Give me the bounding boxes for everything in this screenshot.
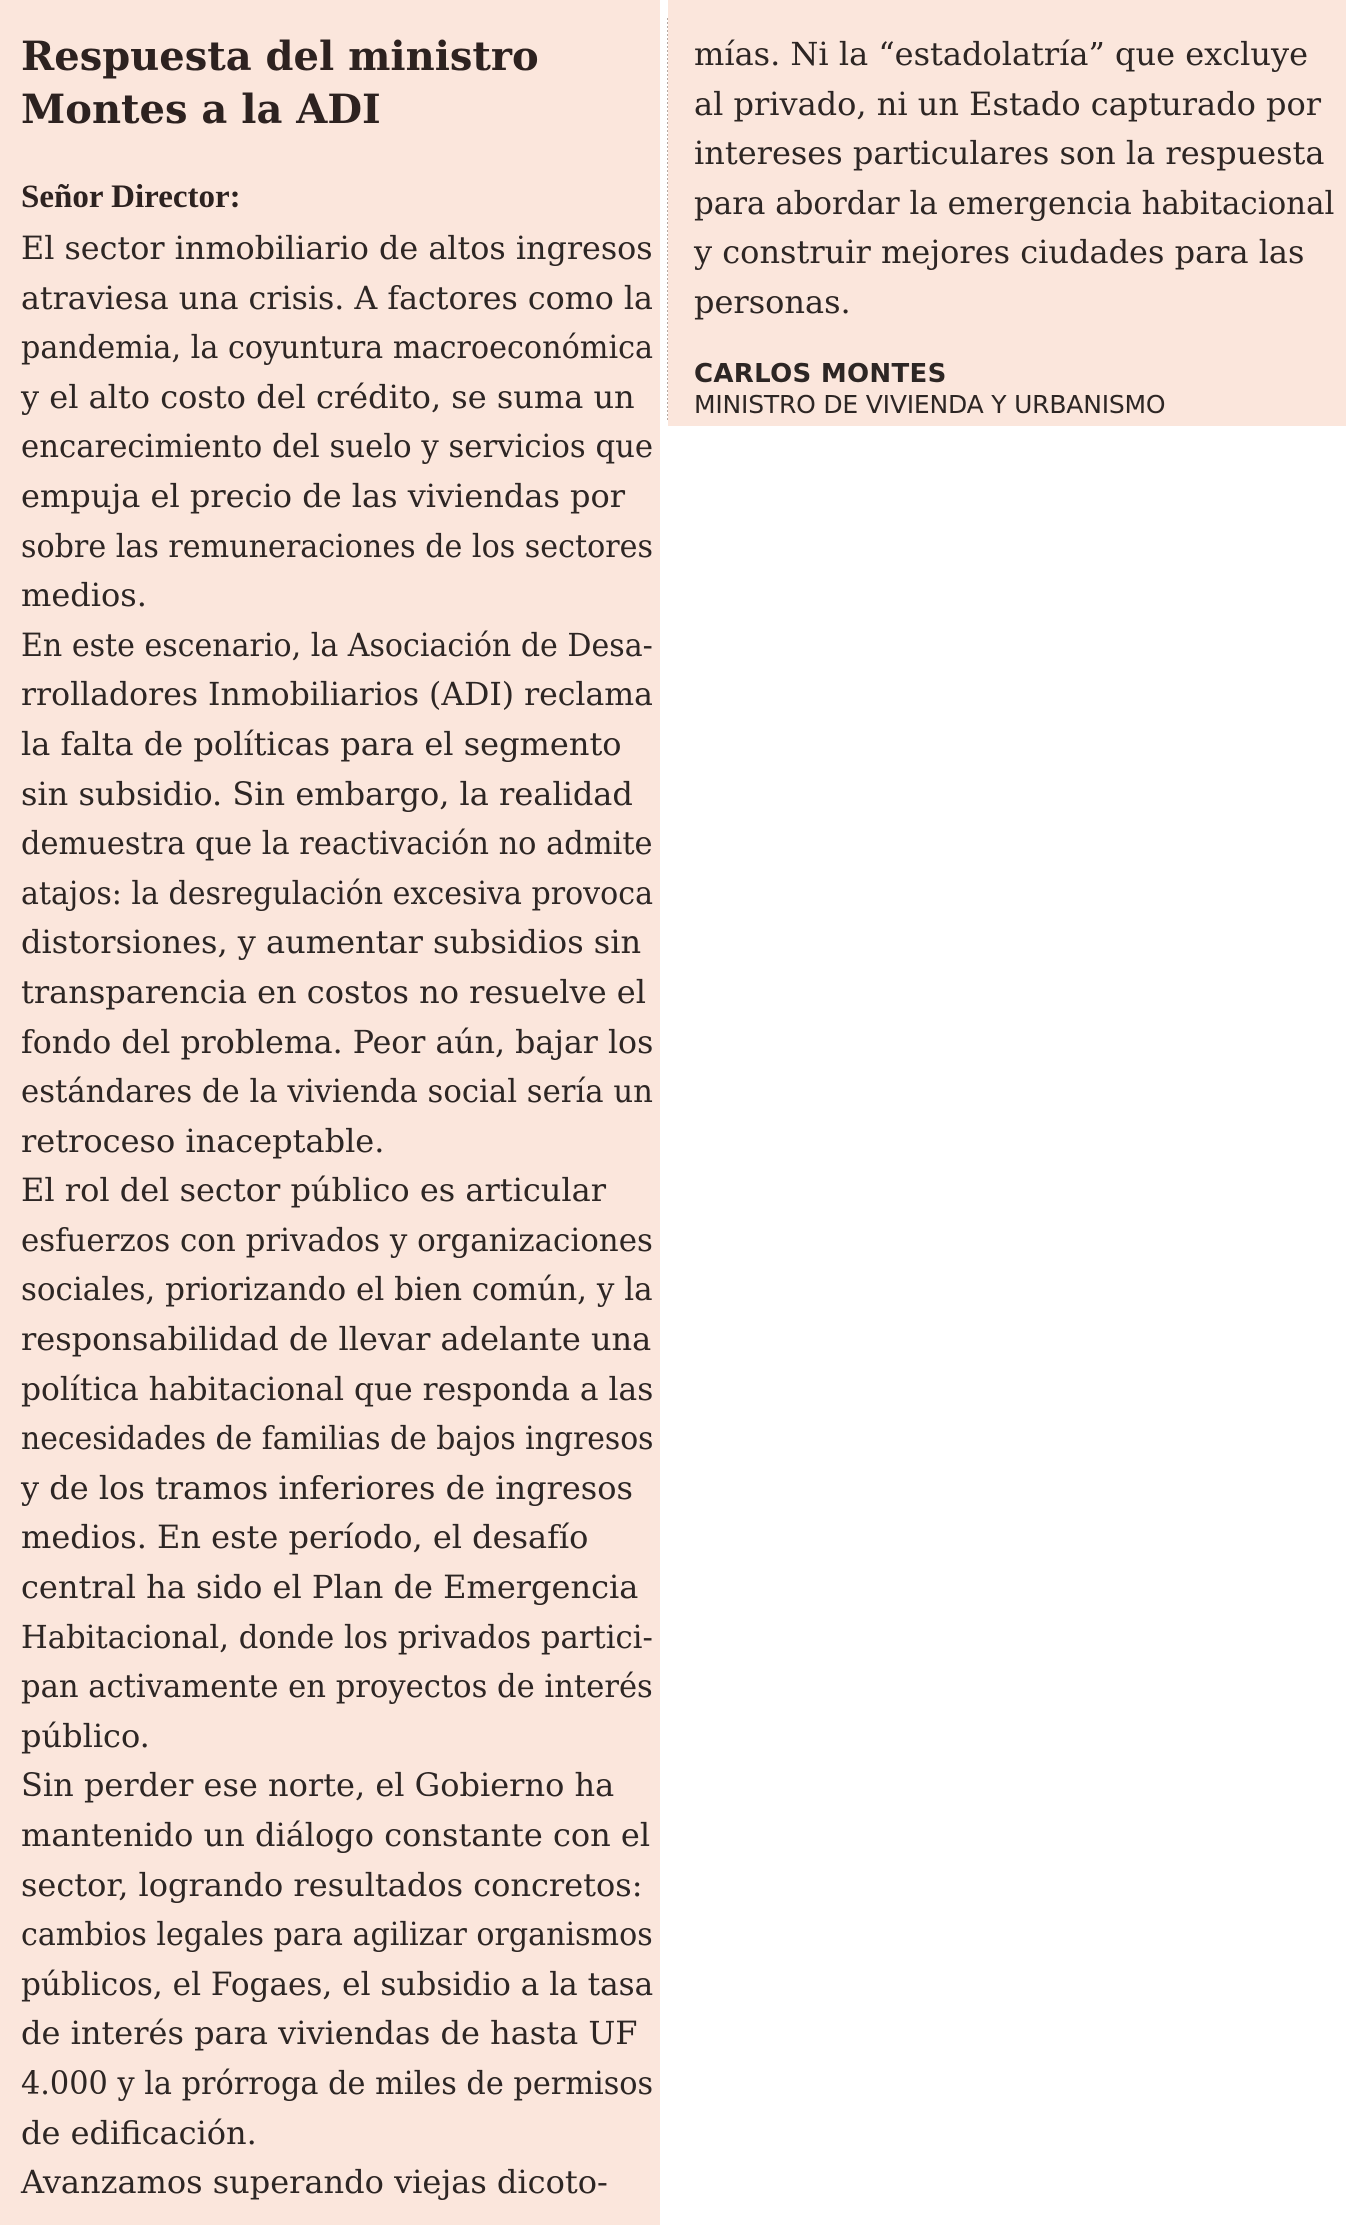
- letter-left-column: [0, 0, 660, 2225]
- body-line: empuja el precio de las viviendas por: [21, 476, 626, 515]
- body-line: mías. Ni la “estadolatría” que excluye: [694, 35, 1308, 73]
- body-line: medios. En este período, el desafío: [21, 1518, 589, 1557]
- body-line: esfuerzos con privados y organizaciones: [21, 1220, 653, 1259]
- body-line: responsabilidad de llevar adelante una: [21, 1320, 652, 1359]
- body-line: públicos, el Fogaes, el subsidio a la tasa: [21, 1964, 654, 2003]
- signature-block: [694, 358, 1334, 420]
- letter-right-inner: [694, 30, 1334, 420]
- body-line: para abordar la emergencia habitacional: [694, 183, 1335, 222]
- letter-left-inner: [21, 30, 653, 2208]
- letter-body-left: [21, 224, 653, 2208]
- body-line: atajos: la desregulación excesiva provoca: [21, 873, 653, 912]
- body-line: El sector inmobiliario de altos ingresos: [21, 229, 653, 267]
- body-line: transparencia en costos no resuelve el: [21, 972, 646, 1011]
- letter-salutation: Señor Director:: [21, 179, 241, 215]
- signature-role: MINISTRO DE VIVIENDA Y URBANISMO: [694, 389, 1166, 419]
- body-line: y el alto costo del crédito, se suma un: [21, 377, 635, 416]
- body-line: pan activamente en proyectos de interés: [21, 1667, 653, 1706]
- body-line: sector, logrando resultados concretos:: [21, 1865, 643, 1904]
- body-line: la falta de políticas para el segmento: [21, 724, 622, 763]
- signature-name: CARLOS MONTES: [694, 358, 947, 389]
- body-line: En este escenario, la Asociación de Desa-: [21, 625, 653, 664]
- body-line: política habitacional que responda a las: [21, 1369, 654, 1408]
- body-line: central ha sido el Plan de Emergencia: [21, 1568, 639, 1607]
- body-line: Habitacional, donde los privados partici-: [21, 1617, 653, 1656]
- body-line: estándares de la vivienda social sería un: [21, 1072, 653, 1111]
- body-line: medios.: [21, 576, 147, 615]
- body-line: y de los tramos inferiores de ingresos: [21, 1468, 633, 1507]
- body-line: mantenido un diálogo constante con el: [21, 1816, 651, 1854]
- body-line: sobre las remuneraciones de los sectores: [21, 526, 653, 565]
- body-line: personas.: [694, 282, 851, 321]
- body-line: retroceso inaceptable.: [21, 1121, 385, 1160]
- letter-title-line: Montes a la ADI: [21, 86, 381, 133]
- letter-body-right: [694, 30, 1334, 328]
- body-line: rrolladores Inmobiliarios (ADI) reclama: [21, 675, 653, 714]
- body-line: necesidades de familias de bajos ingresos: [21, 1419, 654, 1458]
- body-line: y construir mejores ciudades para las: [694, 233, 1305, 272]
- body-line: fondo del problema. Peor aún, bajar los: [21, 1022, 654, 1061]
- letter-title-line: Respuesta del ministro: [21, 33, 539, 80]
- body-line: público.: [21, 1716, 150, 1755]
- body-line: demuestra que la reactivación no admite: [21, 824, 653, 863]
- body-line: de interés para viviendas de hasta UF: [21, 2014, 638, 2053]
- body-line: Sin perder ese norte, el Gobierno ha: [21, 1766, 615, 1805]
- letter-right-column: [668, 0, 1346, 426]
- body-line: Avanzamos superando viejas dicoto-: [21, 2163, 608, 2202]
- body-line: sociales, priorizando el bien común, y la: [21, 1270, 653, 1309]
- body-line: encarecimiento del suelo y servicios que: [21, 427, 654, 466]
- body-line: distorsiones, y aumentar subsidios sin: [21, 923, 642, 962]
- body-line: al privado, ni un Estado capturado por: [694, 84, 1322, 123]
- body-line: intereses particulares son la respuesta: [694, 134, 1325, 173]
- body-line: pandemia, la coyuntura macroeconómica: [21, 328, 654, 367]
- letter-title: [21, 30, 653, 136]
- body-line: cambios legales para agilizar organismos: [21, 1915, 653, 1954]
- body-line: de edificación.: [21, 2113, 257, 2152]
- body-line: sin subsidio. Sin embargo, la realidad: [21, 774, 633, 813]
- body-line: El rol del sector público es articular: [21, 1171, 606, 1210]
- body-line: 4.000 y la prórroga de miles de permisos: [21, 2063, 654, 2102]
- body-line: atraviesa una crisis. A factores como la: [21, 278, 653, 317]
